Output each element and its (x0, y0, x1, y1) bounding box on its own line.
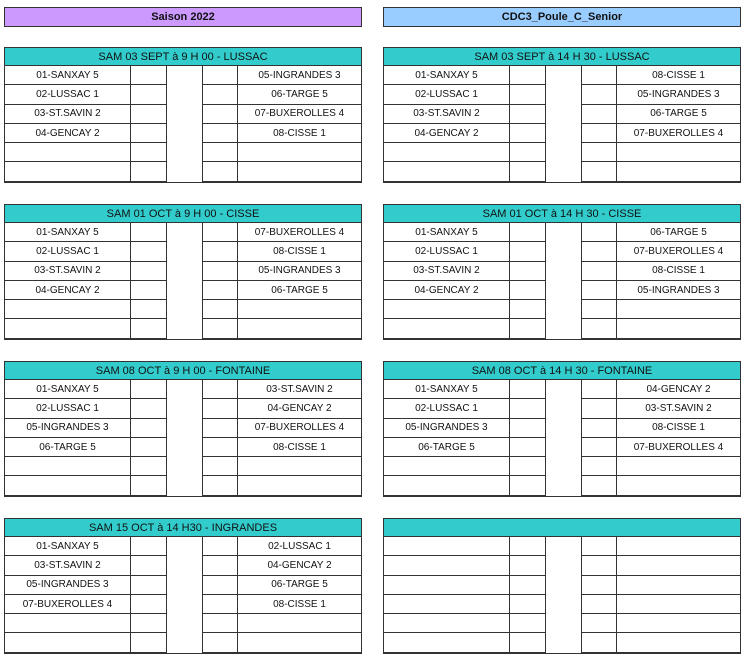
home-score-cell (131, 614, 167, 632)
home-team-cell: 04-GENCAY 2 (384, 124, 510, 142)
match-block-title: SAM 03 SEPT à 14 H 30 - LUSSAC (383, 47, 741, 66)
home-score-cell (510, 614, 546, 632)
home-team-cell (384, 537, 510, 555)
home-team-cell: 01-SANXAY 5 (5, 223, 131, 241)
away-score-cell (203, 419, 238, 437)
home-team-cell (384, 457, 510, 475)
away-team-cell (238, 162, 361, 180)
away-score-cell (203, 124, 238, 142)
home-team-cell: 01-SANXAY 5 (5, 537, 131, 555)
home-team-cell: 01-SANXAY 5 (5, 66, 131, 84)
away-score-cell (203, 85, 238, 103)
home-score-cell (510, 124, 546, 142)
home-score-cell (510, 162, 546, 180)
home-team-cell: 01-SANXAY 5 (384, 380, 510, 398)
separator-column (546, 380, 582, 496)
away-team-cell: 05-INGRANDES 3 (258, 265, 341, 277)
away-score-cell (203, 319, 238, 337)
match-table (4, 380, 362, 497)
home-score-cell (131, 380, 167, 398)
home-team-cell (5, 162, 131, 180)
away-team-cell (238, 300, 361, 318)
home-score-cell (131, 633, 167, 651)
away-team-cell: 06-TARGE 5 (271, 284, 328, 296)
home-team-cell: 03-ST.SAVIN 2 (5, 262, 131, 280)
home-score-cell (131, 300, 167, 318)
match-block-title: SAM 15 OCT à 14 H30 - INGRANDES (4, 518, 362, 537)
home-score-cell (131, 66, 167, 84)
home-score-cell (131, 223, 167, 241)
home-score-cell (510, 223, 546, 241)
home-team-cell: 02-LUSSAC 1 (384, 242, 510, 260)
away-score-cell (582, 66, 617, 84)
home-team-cell: 03-ST.SAVIN 2 (384, 105, 510, 123)
away-team-cell (617, 319, 740, 337)
away-score-cell (203, 300, 238, 318)
home-score-cell (131, 281, 167, 299)
away-team-cell: 06-TARGE 5 (650, 226, 707, 238)
home-team-cell (384, 143, 510, 161)
match-block (383, 361, 741, 497)
home-team-cell: 02-LUSSAC 1 (384, 399, 510, 417)
away-team-cell: 07-BUXEROLLES 4 (254, 422, 345, 434)
home-team-cell (5, 319, 131, 337)
away-score-cell (203, 476, 238, 494)
home-score-cell (510, 105, 546, 123)
away-score-cell (582, 556, 617, 574)
away-team-cell: 08-CISSE 1 (273, 127, 326, 139)
away-team-cell: 03-ST.SAVIN 2 (645, 402, 712, 414)
home-score-cell (131, 537, 167, 555)
home-score-cell (131, 556, 167, 574)
match-block (4, 361, 362, 497)
away-team-cell: 08-CISSE 1 (273, 245, 326, 257)
away-team-cell (617, 457, 740, 475)
home-score-cell (131, 595, 167, 613)
away-team-cell (238, 319, 361, 337)
match-block-title: SAM 03 SEPT à 9 H 00 - LUSSAC (4, 47, 362, 66)
away-team-cell: 05-INGRANDES 3 (637, 284, 720, 296)
away-score-cell (203, 143, 238, 161)
away-team-cell: 05-INGRANDES 3 (637, 88, 720, 100)
home-team-cell: 06-TARGE 5 (5, 438, 131, 456)
separator-column (167, 66, 203, 182)
away-team-cell (617, 614, 740, 632)
home-team-cell (5, 300, 131, 318)
separator-column (167, 380, 203, 496)
home-score-cell (131, 143, 167, 161)
away-score-cell (582, 162, 617, 180)
home-team-cell: 04-GENCAY 2 (384, 281, 510, 299)
home-team-cell: 04-GENCAY 2 (5, 281, 131, 299)
away-score-cell (203, 576, 238, 594)
away-score-cell (582, 143, 617, 161)
away-team-cell: 07-BUXEROLLES 4 (254, 108, 345, 120)
home-team-cell: 03-ST.SAVIN 2 (5, 556, 131, 574)
away-score-cell (582, 262, 617, 280)
home-score-cell (510, 399, 546, 417)
away-team-cell: 02-LUSSAC 1 (268, 540, 331, 552)
away-team-cell: 06-TARGE 5 (650, 108, 707, 120)
away-score-cell (203, 162, 238, 180)
away-team-cell: 05-INGRANDES 3 (258, 69, 341, 81)
away-team-cell (617, 162, 740, 180)
home-team-cell: 03-ST.SAVIN 2 (5, 105, 131, 123)
home-team-cell (5, 633, 131, 651)
match-block-title: SAM 08 OCT à 9 H 00 - FONTAINE (4, 361, 362, 380)
away-score-cell (203, 281, 238, 299)
away-score-cell (203, 223, 238, 241)
match-table (383, 380, 741, 497)
away-team-cell: 08-CISSE 1 (652, 69, 705, 81)
home-team-cell (384, 633, 510, 651)
home-score-cell (510, 457, 546, 475)
away-score-cell (203, 556, 238, 574)
away-score-cell (582, 85, 617, 103)
match-block-title (383, 518, 741, 537)
away-team-cell (617, 556, 740, 574)
home-score-cell (131, 576, 167, 594)
home-score-cell (510, 419, 546, 437)
away-score-cell (582, 633, 617, 651)
match-block (383, 204, 741, 340)
away-score-cell (582, 105, 617, 123)
away-score-cell (203, 537, 238, 555)
home-team-cell: 02-LUSSAC 1 (5, 399, 131, 417)
away-score-cell (203, 614, 238, 632)
separator-column (546, 537, 582, 653)
away-score-cell (582, 380, 617, 398)
home-score-cell (510, 438, 546, 456)
away-team-cell (617, 595, 740, 613)
home-team-cell: 02-LUSSAC 1 (5, 85, 131, 103)
home-score-cell (510, 262, 546, 280)
away-score-cell (203, 595, 238, 613)
home-score-cell (510, 85, 546, 103)
away-score-cell (582, 438, 617, 456)
home-score-cell (131, 162, 167, 180)
away-score-cell (582, 300, 617, 318)
match-block (383, 518, 741, 654)
away-team-cell (617, 537, 740, 555)
home-score-cell (510, 300, 546, 318)
home-team-cell (384, 595, 510, 613)
away-team-cell: 08-CISSE 1 (652, 422, 705, 434)
away-team-cell: 04-GENCAY 2 (646, 383, 711, 395)
away-team-cell (238, 633, 361, 651)
away-score-cell (582, 576, 617, 594)
match-block (4, 518, 362, 654)
away-team-cell: 08-CISSE 1 (273, 598, 326, 610)
match-block (4, 204, 362, 340)
match-block-title: SAM 01 OCT à 14 H 30 - CISSE (383, 204, 741, 223)
away-team-cell (238, 476, 361, 494)
away-score-cell (582, 223, 617, 241)
away-score-cell (582, 124, 617, 142)
home-team-cell (384, 614, 510, 632)
home-team-cell (5, 614, 131, 632)
home-score-cell (131, 319, 167, 337)
home-team-cell: 04-GENCAY 2 (5, 124, 131, 142)
away-score-cell (203, 105, 238, 123)
away-team-cell: 07-BUXEROLLES 4 (633, 127, 724, 139)
match-table (4, 223, 362, 340)
home-score-cell (131, 438, 167, 456)
away-team-cell (238, 143, 361, 161)
home-team-cell (384, 576, 510, 594)
home-team-cell (384, 319, 510, 337)
home-team-cell: 05-INGRANDES 3 (384, 419, 510, 437)
away-score-cell (203, 242, 238, 260)
home-team-cell: 05-INGRANDES 3 (5, 576, 131, 594)
home-team-cell: 01-SANXAY 5 (384, 66, 510, 84)
match-table (383, 223, 741, 340)
away-score-cell (582, 242, 617, 260)
away-team-cell: 08-CISSE 1 (652, 265, 705, 277)
home-score-cell (131, 419, 167, 437)
home-score-cell (510, 281, 546, 299)
home-team-cell (384, 300, 510, 318)
home-score-cell (510, 595, 546, 613)
away-team-cell: 04-GENCAY 2 (267, 559, 332, 571)
away-team-cell (617, 476, 740, 494)
home-team-cell (5, 457, 131, 475)
away-score-cell (203, 457, 238, 475)
away-score-cell (203, 438, 238, 456)
home-team-cell (384, 476, 510, 494)
match-block-title: SAM 01 OCT à 9 H 00 - CISSE (4, 204, 362, 223)
away-team-cell: 06-TARGE 5 (271, 88, 328, 100)
match-block (4, 47, 362, 183)
away-team-cell: 07-BUXEROLLES 4 (254, 226, 345, 238)
away-score-cell (582, 399, 617, 417)
away-score-cell (582, 537, 617, 555)
home-score-cell (510, 476, 546, 494)
match-table (4, 66, 362, 183)
match-table (383, 537, 741, 654)
away-team-cell: 07-BUXEROLLES 4 (633, 441, 724, 453)
home-team-cell: 01-SANXAY 5 (384, 223, 510, 241)
away-score-cell (582, 595, 617, 613)
away-team-cell: 07-BUXEROLLES 4 (633, 245, 724, 257)
home-score-cell (510, 556, 546, 574)
away-team-cell: 08-CISSE 1 (273, 441, 326, 453)
match-table (4, 537, 362, 654)
home-team-cell (5, 476, 131, 494)
home-score-cell (131, 85, 167, 103)
away-team-cell (238, 614, 361, 632)
away-score-cell (582, 614, 617, 632)
home-team-cell: 02-LUSSAC 1 (384, 85, 510, 103)
home-score-cell (131, 124, 167, 142)
away-team-cell (238, 457, 361, 475)
away-score-cell (203, 399, 238, 417)
away-team-cell (617, 143, 740, 161)
home-score-cell (510, 576, 546, 594)
home-score-cell (510, 66, 546, 84)
away-score-cell (582, 476, 617, 494)
match-block-title: SAM 08 OCT à 14 H 30 - FONTAINE (383, 361, 741, 380)
home-score-cell (131, 242, 167, 260)
home-score-cell (131, 476, 167, 494)
home-team-cell (384, 162, 510, 180)
home-team-cell (384, 556, 510, 574)
home-score-cell (131, 105, 167, 123)
away-score-cell (203, 262, 238, 280)
away-score-cell (203, 633, 238, 651)
away-team-cell (617, 633, 740, 651)
home-score-cell (510, 380, 546, 398)
away-team-cell: 06-TARGE 5 (271, 579, 328, 591)
home-team-cell: 05-INGRANDES 3 (5, 419, 131, 437)
home-score-cell (510, 633, 546, 651)
competition-header: CDC3_Poule_C_Senior (383, 7, 741, 27)
away-score-cell (582, 457, 617, 475)
away-score-cell (582, 319, 617, 337)
separator-column (546, 223, 582, 339)
home-team-cell (5, 143, 131, 161)
separator-column (167, 537, 203, 653)
home-team-cell: 06-TARGE 5 (384, 438, 510, 456)
home-score-cell (510, 537, 546, 555)
match-block (383, 47, 741, 183)
home-score-cell (131, 262, 167, 280)
home-score-cell (131, 457, 167, 475)
separator-column (546, 66, 582, 182)
match-table (383, 66, 741, 183)
season-header: Saison 2022 (4, 7, 362, 27)
away-team-cell: 04-GENCAY 2 (267, 402, 332, 414)
separator-column (167, 223, 203, 339)
home-score-cell (510, 143, 546, 161)
home-score-cell (131, 399, 167, 417)
home-score-cell (510, 242, 546, 260)
home-team-cell: 07-BUXEROLLES 4 (5, 595, 131, 613)
away-score-cell (203, 66, 238, 84)
away-team-cell (617, 576, 740, 594)
home-score-cell (510, 319, 546, 337)
away-team-cell (617, 300, 740, 318)
home-team-cell: 01-SANXAY 5 (5, 380, 131, 398)
home-team-cell: 03-ST.SAVIN 2 (384, 262, 510, 280)
away-team-cell: 03-ST.SAVIN 2 (266, 383, 333, 395)
home-team-cell: 02-LUSSAC 1 (5, 242, 131, 260)
away-score-cell (582, 281, 617, 299)
away-score-cell (582, 419, 617, 437)
away-score-cell (203, 380, 238, 398)
